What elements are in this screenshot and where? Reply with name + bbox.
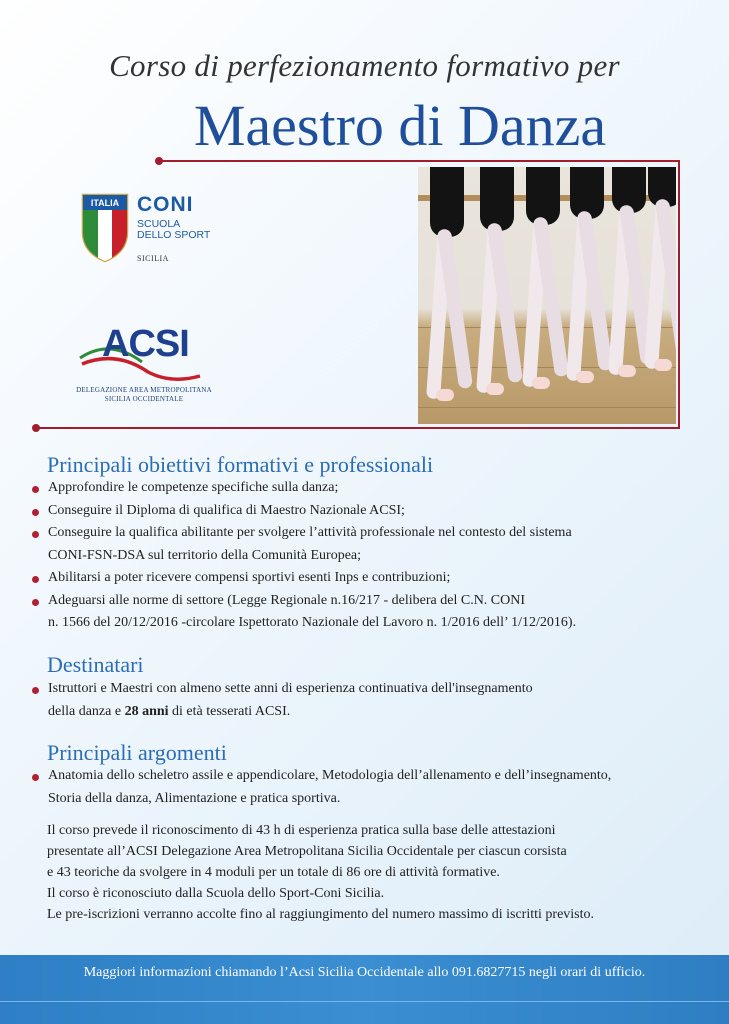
bullet-icon — [32, 486, 39, 493]
age-highlight: 28 anni — [124, 703, 169, 719]
footer-divider — [0, 1001, 729, 1002]
list-item — [32, 765, 712, 788]
list-item-continuation — [32, 701, 712, 724]
info-line: Il corso è riconosciuto dalla Scuola dello Sport-Coni Sicilia. — [47, 886, 385, 901]
footer-contact: Maggiori informazioni chiamando l’Acsi Sicilia Occidentale allo 091.6827715 negli orari di ufficio. — [83, 965, 646, 980]
pre-title: Corso di perfezionamento formativo per — [109, 48, 620, 83]
list-item-text: Adeguarsi alle norme di settore (Legge Regionale n.16/217 - delibera del C.N. CONI — [48, 592, 526, 608]
heading-destinatari: Destinatari — [47, 652, 144, 677]
info-line: Le pre-iscrizioni verranno accolte fino al raggiungimento del numero massimo di iscritti previsto. — [47, 907, 595, 922]
list-item-continuation — [32, 612, 712, 635]
list-item-text: Istruttori e Maestri con almeno sette anni di esperienza continuativa dell'insegnamento — [48, 681, 533, 696]
acsi-logo-icon — [76, 320, 206, 386]
list-item-text: n. 1566 del 20/12/2016 -circolare Ispettorato Nazionale del Lavoro n. 1/2016 dell’ 1/12/2016). — [48, 615, 577, 630]
frame-line-bottom — [36, 427, 680, 429]
list-item-text: Storia della danza, Alimentazione e pratica sportiva. — [48, 790, 341, 806]
heading-argomenti: Principali argomenti — [47, 740, 227, 765]
list-item — [32, 500, 712, 523]
coni-name: CONI — [137, 193, 194, 216]
bullet-icon — [32, 576, 39, 583]
list-item-continuation — [32, 545, 712, 568]
list-item-text: Conseguire il Diploma di qualifica di Maestro Nazionale ACSI; — [48, 502, 405, 518]
list-item-text: Anatomia dello scheletro assile e appendicolare, Metodologia dell’allenamento e dell’insegnamento, — [48, 768, 612, 783]
frame-line-top — [160, 160, 678, 162]
bullet-icon — [32, 687, 39, 694]
list-item-text: Conseguire la qualifica abilitante per svolgere l’attività professionale nel contesto del sistema — [48, 525, 572, 540]
frame-dot-bottom — [32, 424, 40, 432]
list-item-text: Abilitarsi a poter ricevere compensi sportivi esenti Inps e contribuzioni; — [48, 570, 451, 585]
list-item-text: CONI-FSN-DSA sul territorio della Comunità Europea; — [48, 547, 362, 563]
coni-subtitle-line1: SCUOLA — [137, 218, 181, 230]
list-item — [32, 522, 712, 545]
bullet-icon — [32, 509, 39, 516]
course-info — [47, 820, 707, 925]
list-item-text: di età tesserati ACSI. — [168, 703, 291, 719]
info-line: e 43 teoriche da svolgere in 4 moduli per un totale di 86 ore di attività formative. — [47, 865, 500, 880]
list-item-text: della danza e — [48, 703, 125, 719]
list-argomenti — [32, 765, 712, 810]
coni-shield-text: ITALIA — [90, 198, 120, 208]
list-obiettivi — [32, 477, 712, 635]
dancer-figure — [644, 167, 676, 394]
list-destinatari — [32, 678, 712, 723]
coni-subtitle-line2: DELLO SPORT — [137, 229, 211, 241]
list-item — [32, 567, 712, 590]
list-item — [32, 590, 712, 613]
footer-bar — [0, 955, 729, 1024]
list-item — [32, 477, 712, 500]
acsi-delegation-line2: SICILIA OCCIDENTALE — [104, 394, 184, 403]
acsi-delegation — [74, 386, 214, 403]
list-item — [32, 678, 712, 701]
coni-subtitle — [137, 219, 210, 241]
frame-line-right — [678, 160, 680, 428]
coni-region: SICILIA — [137, 254, 169, 263]
acsi-delegation-line1: DELEGAZIONE AREA METROPOLITANA — [76, 386, 212, 394]
dancer-figure — [566, 167, 608, 406]
acsi-wordmark: ACSI — [102, 323, 189, 365]
bullet-icon — [32, 599, 39, 606]
dancer-figure — [522, 167, 564, 412]
main-title: Maestro di Danza — [193, 93, 607, 158]
heading-obiettivi: Principali obiettivi formativi e professionali — [47, 452, 434, 477]
info-line: Il corso prevede il riconoscimento di 43 h di esperienza pratica sulla base delle attestazioni — [47, 823, 556, 838]
list-item-continuation — [32, 788, 712, 811]
coni-shield-icon — [80, 192, 130, 264]
dancer-figure — [426, 167, 468, 424]
info-line: presentate all’ACSI Delegazione Area Metropolitana Sicilia Occidentale per ciascun corsista — [47, 844, 567, 859]
ballet-photo — [418, 167, 676, 424]
bullet-icon — [32, 531, 39, 538]
dancer-figure — [476, 167, 518, 418]
list-item-text: Approfondire le competenze specifiche sulla danza; — [48, 480, 339, 495]
bullet-icon — [32, 774, 39, 781]
